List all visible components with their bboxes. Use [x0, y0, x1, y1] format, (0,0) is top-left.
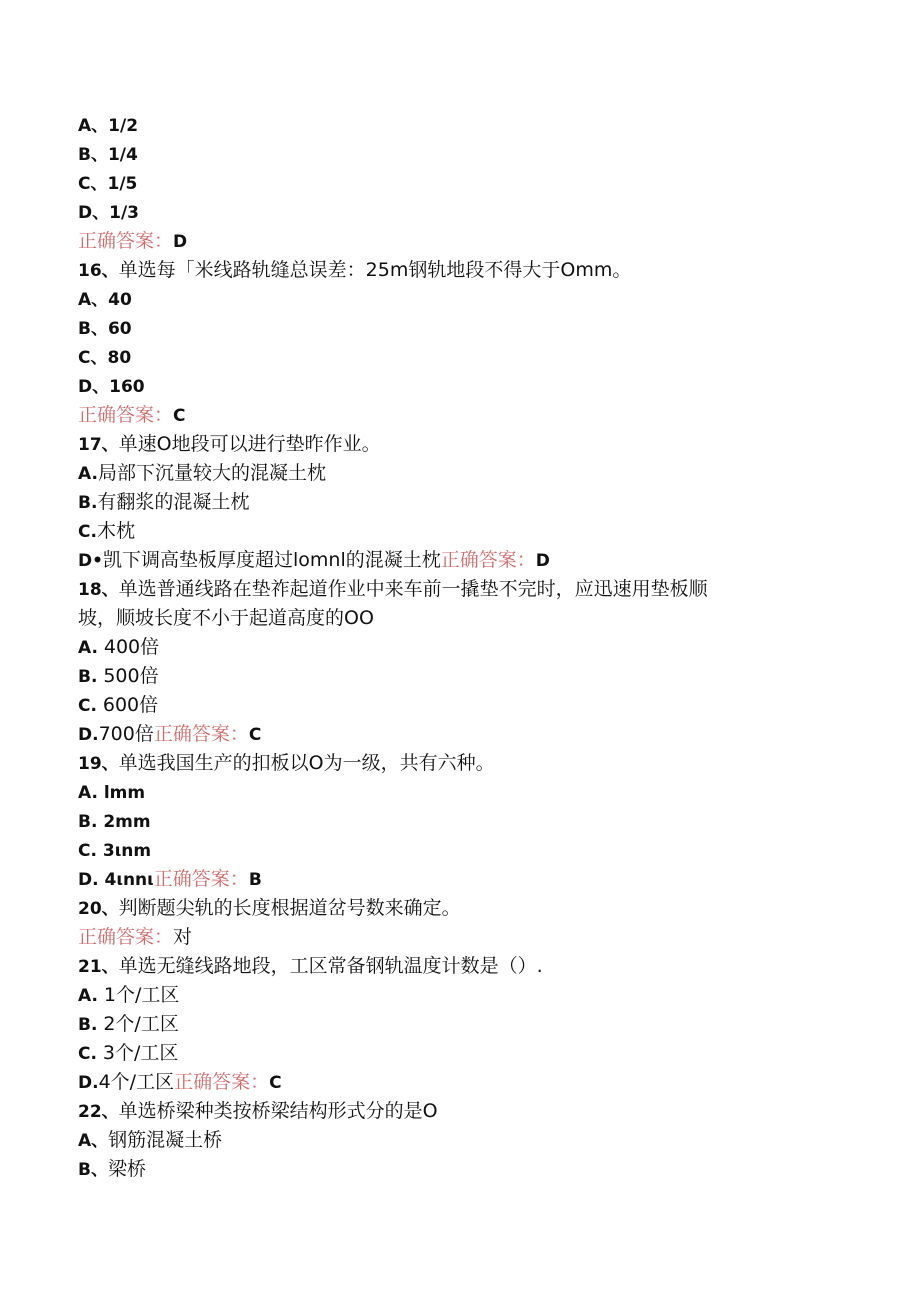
option-text: 80: [107, 348, 132, 368]
option-text: 1/2: [108, 116, 139, 136]
option-text: 3ιnm: [102, 841, 152, 861]
exam-document: [78, 111, 858, 1184]
option-line: [78, 865, 858, 894]
question-number: 21、: [78, 957, 119, 977]
option-key: C.: [78, 696, 103, 716]
option-text: 4个/工区: [98, 1071, 175, 1093]
question-number: 22、: [78, 1102, 119, 1122]
option-line: [78, 807, 858, 836]
option-key: C.: [78, 1044, 103, 1064]
option-key: A.: [78, 638, 104, 658]
option-key: B.: [78, 812, 104, 832]
option-text: 1/5: [107, 174, 138, 194]
option-line: [78, 169, 858, 198]
option-text: 2个/工区: [103, 1013, 179, 1035]
option-text: 1/3: [109, 203, 139, 223]
option-text: 700倍: [98, 723, 154, 745]
option-text: 40: [108, 290, 132, 310]
question-text: 单选普通线路在垫祚起道作业中来车前一撬垫不完时，应迅速用垫板顺: [118, 578, 708, 600]
question-continuation: [78, 604, 858, 633]
answer-value: C: [269, 1073, 282, 1093]
option-key: D.: [78, 1073, 99, 1093]
answer-value: C: [248, 725, 262, 745]
option-text: 有翻浆的混凝土枕: [97, 491, 250, 513]
question-text: 单选无缝线路地段，工区常备钢轨温度计数是（）.: [118, 955, 543, 977]
option-text: 局部下沉量较大的混凝土枕: [97, 462, 326, 484]
question-line: [78, 430, 858, 459]
option-line: [78, 662, 858, 691]
option-line: [78, 343, 858, 372]
question-text: 坡，顺坡长度不小于起道高度的OO: [78, 607, 374, 629]
question-line: [78, 575, 858, 604]
question-line: [78, 256, 858, 285]
question-text: 判断题尖轨的长度根据道岔号数来确定。: [118, 897, 461, 919]
question-text: 单选我国生产的扣板以O为一级，共有六种。: [118, 752, 495, 774]
question-line: [78, 952, 858, 981]
option-line: [78, 1039, 858, 1068]
option-line: [78, 778, 858, 807]
question-text: 单速O地段可以进行垫昨作业。: [118, 433, 381, 455]
option-key: D、: [78, 377, 110, 397]
option-line: [78, 459, 858, 488]
option-key: C.: [78, 522, 97, 542]
question-number: 16、: [78, 261, 119, 281]
option-text: 400倍: [103, 636, 160, 658]
answer-label: 正确答案：: [174, 1071, 270, 1093]
option-line: [78, 1010, 858, 1039]
answer-value: B: [248, 870, 262, 890]
option-line: [78, 198, 858, 227]
option-line: [78, 546, 858, 575]
option-text: 2mm: [103, 812, 151, 832]
option-key: C、: [78, 348, 108, 368]
option-key: B、: [78, 1160, 108, 1180]
answer-label: 正确答案：: [78, 230, 174, 252]
option-line: [78, 285, 858, 314]
option-key: A、: [78, 290, 109, 310]
option-key: A.: [78, 464, 98, 484]
option-key: C.: [78, 841, 103, 861]
answer-value: 对: [173, 926, 193, 948]
option-line: [78, 633, 858, 662]
option-key: D、: [78, 203, 110, 223]
option-key: B、: [78, 319, 108, 339]
option-text: 160: [109, 377, 145, 397]
option-line: [78, 111, 858, 140]
option-text: 凯下调高垫板厚度超过lomnl的混凝土枕: [102, 549, 441, 571]
option-line: [78, 1126, 858, 1155]
answer-label: 正确答案：: [78, 404, 174, 426]
option-line: [78, 720, 858, 749]
answer-label: 正确答案：: [153, 723, 249, 745]
option-text: 3个/工区: [102, 1042, 179, 1064]
option-key: D.: [78, 870, 105, 890]
option-key: D.: [78, 725, 99, 745]
option-text: 木枕: [96, 520, 135, 542]
option-key: B、: [78, 145, 108, 165]
answer-label: 正确答案：: [153, 868, 249, 890]
answer-value: C: [173, 406, 186, 426]
option-line: [78, 836, 858, 865]
question-number: 17、: [78, 435, 119, 455]
answer-value: D: [173, 232, 188, 252]
answer-line: [78, 227, 858, 256]
option-key: A.: [78, 783, 104, 803]
option-text: 1/4: [107, 145, 138, 165]
option-key: A、: [78, 1131, 109, 1151]
option-line: [78, 1155, 858, 1184]
option-key: A.: [78, 986, 104, 1006]
option-key: B.: [78, 493, 98, 513]
option-text: 钢筋混凝土桥: [108, 1129, 223, 1151]
option-text: 500倍: [103, 665, 159, 687]
option-line: [78, 1068, 858, 1097]
option-line: [78, 981, 858, 1010]
option-text: 60: [107, 319, 132, 339]
option-key: A、: [78, 116, 109, 136]
option-text: lmm: [103, 783, 146, 803]
question-line: [78, 749, 858, 778]
option-line: [78, 314, 858, 343]
question-line: [78, 1097, 858, 1126]
question-number: 18、: [78, 580, 119, 600]
option-text: 梁桥: [107, 1158, 146, 1180]
question-line: [78, 894, 858, 923]
question-number: 20、: [78, 899, 119, 919]
option-text: 4ιnnι: [104, 870, 154, 890]
answer-label: 正确答案：: [78, 926, 174, 948]
question-number: 19、: [78, 754, 119, 774]
answer-label: 正确答案：: [440, 549, 536, 571]
option-text: 1个/工区: [103, 984, 180, 1006]
option-text: 600倍: [102, 694, 159, 716]
option-line: [78, 140, 858, 169]
option-line: [78, 517, 858, 546]
question-text: 单选每「米线路轨缝总误差：25m钢轨地段不得大于Omm。: [118, 259, 632, 281]
option-key: B.: [78, 1015, 104, 1035]
answer-line: [78, 923, 858, 952]
option-key: D•: [78, 551, 103, 571]
answer-line: [78, 401, 858, 430]
option-line: [78, 488, 858, 517]
option-line: [78, 372, 858, 401]
answer-value: D: [535, 551, 550, 571]
option-key: B.: [78, 667, 104, 687]
option-line: [78, 691, 858, 720]
question-text: 单选桥梁种类按桥梁结构形式分的是O: [118, 1100, 438, 1122]
option-key: C、: [78, 174, 108, 194]
